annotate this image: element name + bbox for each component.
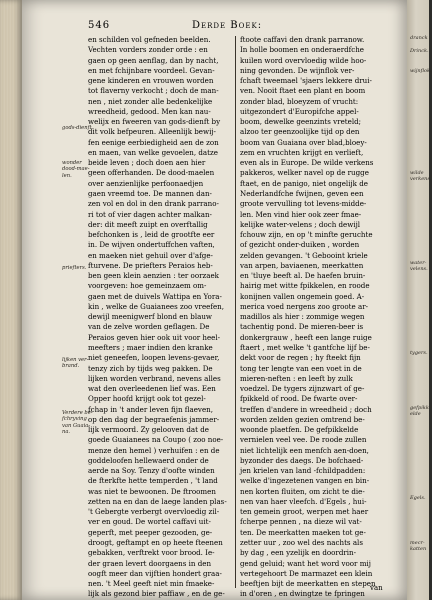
gutter-note: Drinck. (410, 48, 429, 54)
text-line: niet geneefen, loopen levens-gevaer, (88, 353, 220, 363)
gutter-note: mecr- (410, 540, 425, 546)
text-line: byzonder des daegs. De bofchaed- (240, 455, 364, 465)
gutter-note: verkens. (410, 176, 432, 182)
running-header (88, 20, 388, 32)
margin-note-priesters (62, 265, 88, 271)
text-line: ven. Nooit ftaet een plant en boom (240, 86, 366, 96)
text-line: gebakken, verftrekt voor brood. Ie- (88, 548, 215, 558)
text-line: was niet te bewoonen. De ftroomen (88, 486, 216, 496)
text-line: van arpen, baviaenen, meerkatten (240, 260, 364, 270)
gutter-note: katten (410, 546, 427, 552)
margin-note-line: wonder (62, 160, 82, 166)
text-line: Opper hoofd krijgt ook tot gezel- (88, 394, 206, 404)
text-line: kelijke water-velens ; doch dewijl (240, 219, 361, 229)
text-line: op den dag der begraefenis jammer- (88, 414, 220, 424)
margin-note-verdere-beschryving (62, 410, 93, 436)
text-line: fchap in 't ander leven fijn flaeven, (88, 404, 213, 414)
text-line: ftoote caffavi den drank parranow. (240, 35, 365, 44)
text-line: tot flaverny verkocht ; doch de man- (88, 86, 219, 96)
text-line: gaen op geen aenflag, dan by nacht, (88, 55, 219, 65)
book-page-edges (0, 0, 22, 600)
text-line: oogft meer dan vijftien hondert graa- (88, 568, 222, 578)
text-line: hairig met witte fpikkelen, en roode (240, 281, 370, 291)
margin-note-dood-maelen (62, 160, 88, 179)
margin-note-line: gods-dienft. (62, 125, 94, 131)
text-line: worden zelden gezien omtrend be- (240, 414, 365, 424)
text-line: gend geluid; want het word voor mij (240, 558, 371, 568)
text-line: beide leven ; doch doen aen hier (88, 158, 206, 168)
gutter-note: velens. (410, 266, 428, 272)
margin-note-line: priefters. (62, 265, 87, 271)
text-line: ten gemein groot, werpen met haer (240, 507, 369, 517)
text-line: ning gevonden. De wijnflok ver- (240, 65, 355, 75)
gutter-note: elde (410, 411, 421, 417)
text-line: gene kinderen en vrouwen worden (88, 76, 214, 86)
text-line: nen , niet zonder alle bedenkelijke (88, 96, 213, 106)
facing-page-gutter (407, 0, 432, 600)
text-line: wat den overleedenen lief was. Een (88, 384, 216, 394)
text-line: lijk vermoord. Zy gelooven dat de (88, 425, 209, 435)
text-line: tong ter lengte van een voet in de (240, 363, 362, 373)
text-line: droogt, geftampt en op heete fteenen (88, 538, 223, 548)
text-line: voedzel. De tygers zijnzwart of ge- (240, 384, 365, 394)
margin-note-line: fchryving (62, 416, 87, 423)
gutter-note: gefpikk- (410, 405, 431, 411)
text-line: der: dit meeft zuipt en overftallig (88, 219, 208, 229)
margin-note-lijken-verbrand (62, 357, 88, 370)
text-line: in. De wijven ondertuffchen vaften, (88, 240, 215, 250)
text-line: madillos als hier : zommige wegen (240, 312, 365, 322)
text-line: alzoo ter geenzoolijke tijd op den (240, 127, 360, 137)
gutter-note: Egels. (410, 495, 426, 501)
text-line: nen. 't Meel geeft niet min fmaeke- (88, 579, 215, 589)
text-line: fturvene. De priefters Peraios heb- (88, 260, 213, 270)
text-line: even als in Europe. De wilde verkens (240, 158, 374, 168)
right-text-column (240, 35, 383, 600)
text-line: over aenzienlijke perfoonaedjen (88, 178, 204, 188)
gutter-note: dranck (410, 35, 428, 41)
text-line: geperft, met peeper gezooden, ge- (88, 527, 213, 537)
text-line: der graen levert doorgaens in den (88, 558, 212, 568)
text-line: nen van haer vleefch. d'Egels , hui- (240, 496, 367, 506)
text-line: len. Men vind hier ook zeer fmae- (240, 209, 362, 219)
text-line: Nederlandfche fwijnen, geven een (240, 188, 364, 198)
left-text-column (88, 35, 231, 600)
text-line: aerde na Soy. Tenzy d'oofte winden (88, 466, 215, 476)
text-line: jen krielen van land -fchildpadden: (240, 466, 366, 476)
text-line: of gezicht onder-duiken , worden (240, 240, 360, 250)
margin-note-line: lijken ver- (62, 357, 89, 363)
text-line: vernielen veel vee. De roode zullen (240, 435, 367, 445)
catchword: van (370, 584, 383, 592)
text-line: ftaert , met welke 't gantfche lijf be- (240, 342, 370, 352)
text-line: donkergrauw , heeft een lange ruige (240, 332, 372, 342)
text-line: goddeloofen hellewaerd onder de (88, 455, 209, 465)
gutter-note: tygers. (410, 350, 428, 356)
text-line: zem en vruchten krijgt en verlieft, (240, 147, 364, 157)
text-line: niet lichtelijk een menfch aen-doen, (240, 445, 369, 455)
text-line: zetter uur , zoo wel des nachts als (240, 538, 363, 548)
text-line: fchouw zijn, en op 't minfte geruchte (240, 230, 373, 240)
text-line: dit volk befpeuren. Alleenlijk bewij- (88, 127, 216, 137)
text-line: gaen met de duivels Wattipa en Yora- (88, 291, 222, 301)
text-line: ver en goud. De wortel caffavi uit- (88, 517, 211, 527)
running-title: Derde Boek: (192, 20, 263, 31)
text-line: en 'tluye beeft al. De haefen bruin- (240, 271, 366, 281)
text-line: zelden gevangen. 't Gebooint kriele (240, 250, 368, 260)
text-line: vertegehoort De marmazet een klein (240, 568, 373, 578)
text-line: ten. De meerkatten maeken tot ge- (240, 527, 366, 537)
text-line: kuilen word overvloedig wilde hoo- (240, 55, 367, 65)
text-line: goede Guaianees na Coupo ( zoo noe- (88, 435, 224, 445)
text-line: kin , welke de Guaianees zoo vreefen, (88, 301, 224, 311)
text-line: gaen vreemd toe. De mannen dan- (88, 188, 212, 198)
text-line: en schilden vol gefneden beelden. (88, 35, 211, 44)
margin-note-line: len. (62, 172, 72, 179)
gutter-note: water- (410, 260, 427, 266)
text-line: pakkeros, welker navel op de rugge (240, 168, 369, 178)
text-line: in d'oren , en dwingtze te fpringen (240, 589, 365, 599)
margin-note-line: brand. (62, 363, 80, 370)
text-line: fen eenige eerbiedigheid aen de zon (88, 137, 219, 147)
text-line: by dag , een yzelijk en doordrin- (240, 548, 356, 558)
text-line: nen korten fluiten, om zicht te die- (240, 486, 365, 496)
text-line: dekt voor de regen ; hy fteekt fijn (240, 353, 361, 363)
text-line: Vechten vorders zonder orde : en (88, 45, 208, 55)
text-line: beeftjen bijt de meerkatten en stepen (240, 579, 376, 589)
margin-note-line: van Guaia- (62, 422, 91, 429)
page-number: 546 (88, 20, 111, 31)
margin-note-gods-dienst (62, 125, 94, 131)
text-line: lijk als gezond bier paffiaw , en de ge- (88, 589, 225, 599)
text-line: geen offerhanden. De dood-maelen (88, 168, 215, 178)
text-line: welke d'ingezetenen vangen en bin- (240, 476, 370, 486)
gutter-note: wilde (410, 170, 424, 176)
text-line: woonde plaetfen. De gefpikkelde (240, 425, 359, 435)
text-line: en maeken niet gehuil over d'afge- (88, 250, 213, 260)
text-line: konijnen vallen ongemein goed. A- (240, 291, 365, 301)
text-line: dewijl meenigwerf blond en blauw (88, 312, 212, 322)
text-line: groote vervulling tot levens-midde- (240, 199, 367, 209)
text-line: fchaft tweemael 'sjaers lekkere drui- (240, 76, 372, 86)
text-line: ri tot of vier dagen achter malkan- (88, 209, 212, 219)
margin-note-line: na. (62, 429, 71, 436)
gutter-note: wijnflok. (410, 68, 432, 74)
text-line: fcherpe pennen , na dieze wil vat- (240, 517, 362, 527)
margin-note-line: Verdere be- (62, 410, 93, 416)
text-line: menze den hemel ) verhuifen : en de (88, 445, 220, 455)
column-divider (235, 36, 236, 588)
margin-note-line: dood-mae- (62, 166, 90, 173)
text-line: zetten na en dan de laege landen plas- (88, 496, 227, 506)
text-line: merica voed nergens zoo groote ar- (240, 301, 369, 311)
text-line: wreedheid, gedood. Men kan nau- (88, 106, 211, 116)
text-line: tenzy zich by tijds weg pakken. De (88, 363, 213, 373)
text-line: mieren-neften : en leeft by zulk (240, 373, 353, 383)
text-line: en met fchijnbare voordeel. Gevan- (88, 65, 215, 75)
text-line: ftaet, en de panigo, niet ongelijk de (240, 178, 368, 188)
text-line: boom van Guaiana over blad,bloey- (240, 137, 367, 147)
text-line: fpikkeld of rood. De fwarte over- (240, 394, 358, 404)
text-line: van de zelve worden geflagen. De (88, 322, 210, 332)
text-line: lijken worden verbrand, nevens alles (88, 373, 221, 383)
text-line: zonder blad, bloeyzem of vrucht: (240, 96, 359, 106)
text-line: befchonken is , leid de grootfte eer (88, 230, 215, 240)
text-line: ben geen klein aenzien : ter oorzaek (88, 271, 219, 281)
text-line: meefters ; maer indien den kranke (88, 342, 213, 352)
text-line: de fterkfte hette temperden , 't land (88, 476, 218, 486)
text-line: Peraios geven hier ook uit voor heel- (88, 332, 221, 342)
text-line: tachentig pond. De mieren-beer is (240, 322, 364, 332)
text-line: en maen, van welke gevoelen, datze (88, 147, 218, 157)
text-line: voorgeven: hoe gemeinzaem om- (88, 281, 207, 291)
text-line: treffen d'andere in wreedheid ; doch (240, 404, 372, 414)
text-line: In holle boomen en onderaerdfche (240, 45, 365, 55)
text-line: welijx en fweeren van gods-dienft by (88, 117, 221, 127)
text-line: uitgezondert d'Europifche appel- (240, 106, 359, 116)
text-line: 't Gebergte verbergt overvloedig zil- (88, 507, 220, 517)
text-line: boom, dewelke geenzints vreteld; (240, 117, 362, 127)
text-line: zen vol en dol in den drank parrano- (88, 199, 219, 209)
